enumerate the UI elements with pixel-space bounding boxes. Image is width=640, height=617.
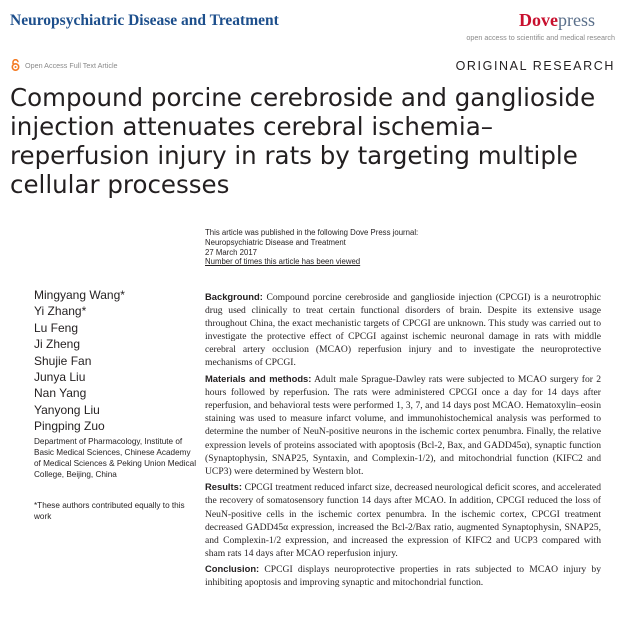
abstract-conclusion-label: Conclusion: (205, 563, 260, 575)
publication-journal: Neuropsychiatric Disease and Treatment (205, 237, 346, 247)
abstract-methods-text: Adult male Sprague-Dawley rats were subjected to MCAO surgery for 2 hours followed by reperfusion. The rats were administered CPCGI once a day for 14 days after reperfusion, and behavioral tests were performed 1, 3, 7, and 14 days post MCAO. Hematoxylin–eosin staining was used to measure infarct volume, and immunohistochemical analysis was performed to determine the number of NeuN-positive neurons in the ischemic cortex penumbra. Finally, the relative expression levels of proteins associated with apoptosis (Bcl-2, Bax, and GADD45α), synaptic function (Synaptophysin, SNAP25, Syntaxin, and Complexin-1/2), and mitochondrial function (KIFC2 and UCP3) were determined by Western blot. (205, 374, 601, 477)
abstract-methods (205, 372, 601, 478)
publisher-logo-part2: press (558, 10, 595, 30)
abstract-results-label: Results: (205, 481, 242, 493)
abstract-results (205, 480, 601, 560)
author-name: Shujie Fan (34, 353, 92, 368)
abstract-methods-label: Materials and methods: (205, 373, 312, 385)
author-name: Yanyong Liu (34, 402, 100, 417)
author-list (34, 287, 125, 435)
abstract-background (205, 290, 601, 370)
journal-name[interactable]: Neuropsychiatric Disease and Treatment (10, 12, 279, 29)
open-access-badge (10, 59, 118, 71)
author-name: Pingping Zuo (34, 419, 105, 434)
abstract-background-text: Compound porcine cerebroside and ganglioside injection (CPCGI) is a neurotrophic drug used clinically to treat certain functional disorders of brain. Despite its extensive usage throughout China, the exact mechanistic targets of CPCGI are unknown. This study was carried out to investigate the protective effect of CPCGI against ischemic neuronal damage in rats with middle cerebral artery occlusion (MCAO) reperfusion injury and to investigate the neuroprotective mechanisms of CPCGI. (205, 292, 601, 369)
author-name: Yi Zhang* (34, 304, 87, 319)
open-access-label: Open Access Full Text Article (25, 60, 118, 70)
section-label: ORIGINAL RESEARCH (455, 59, 615, 73)
publisher-logo[interactable] (519, 10, 595, 31)
equal-contribution-note: *These authors contributed equally to this work (34, 501, 185, 521)
author-name: Ji Zheng (34, 337, 81, 352)
abstract-results-text: CPCGI treatment reduced infarct size, decreased neurological deficit scores, and accelerated the recovery of somatosensory function 14 days after MCAO. In addition, CPCGI reduced the loss of NeuN-positive cells in the ischemic cortex penumbra. In the ischemic cortex, CPCGI treatment decreased GADD45α expression, increased the Bcl-2/Bax ratio, augmented Synaptophysin, SNAP25, and Complexin-1/2 expression, and increased the expression of KIFC2 and UCP3 compared with sham rats 14 days after MCAO reperfusion injury. (205, 482, 601, 559)
abstract-conclusion-text: CPCGI displays neuroprotective properties in rats subjected to MCAO injury by inhibiting apoptosis and improving synaptic and mitochondrial function. (205, 564, 601, 589)
publication-info-line: This article was published in the following Dove Press journal: (205, 228, 419, 237)
author-name: Mingyang Wang* (34, 288, 125, 302)
author-affiliation: Department of Pharmacology, Institute of Basic Medical Sciences, Chinese Academy of Medical Sciences & Peking Union Medical College, Beijing, China (34, 437, 197, 479)
publication-date: 27 March 2017 (205, 247, 258, 257)
article-title: Compound porcine cerebroside and ganglioside injection attenuates cerebral ischemia–reperfusion injury in rats by targeting multiple cellular processes (10, 83, 596, 199)
author-name: Junya Liu (34, 370, 86, 385)
publication-info (205, 228, 418, 267)
abstract-background-label: Background: (205, 291, 263, 302)
author-name: Nan Yang (34, 386, 87, 401)
publisher-logo-part1: Dove (519, 10, 558, 30)
abstract (205, 290, 601, 592)
abstract-conclusion (205, 562, 601, 589)
views-count-link[interactable]: Number of times this article has been viewed (205, 257, 361, 267)
author-name: Lu Feng (34, 320, 79, 335)
publisher-tagline: open access to scientific and medical research (466, 33, 615, 42)
open-access-lock-icon (10, 59, 21, 71)
